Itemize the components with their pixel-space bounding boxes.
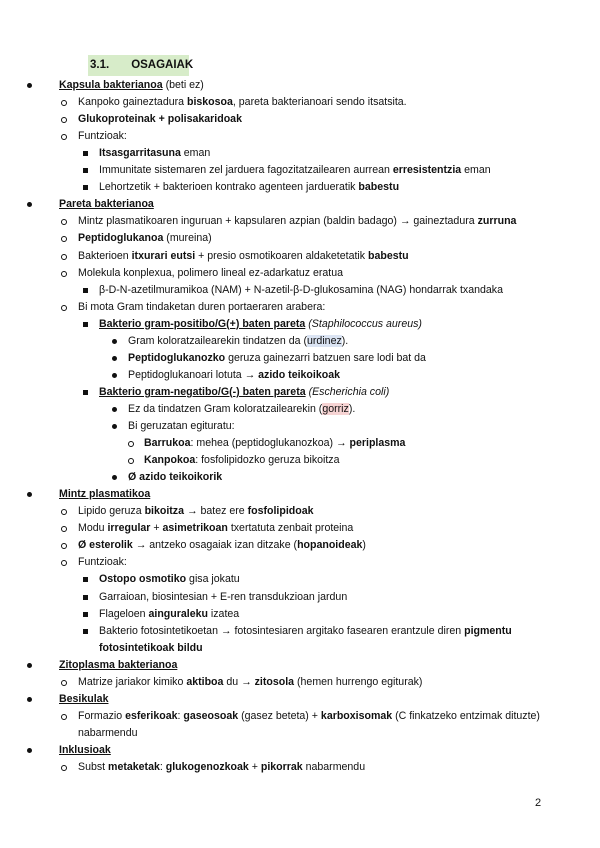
- text-segment: Ø esterolik: [78, 539, 133, 552]
- text-segment: hopanoideak: [297, 539, 363, 552]
- list-item: [78, 265, 343, 282]
- list-item: [99, 162, 491, 179]
- list-item: [78, 537, 366, 554]
- list-item: [144, 452, 340, 469]
- text-segment: Ostopo osmotiko: [99, 573, 187, 586]
- text-segment: → antzeko osagaiak izan ditzake (: [132, 539, 298, 552]
- text-segment: (C finkatzeko entzimak dituzte): [392, 709, 540, 722]
- list-item: [59, 657, 177, 674]
- text-segment: Bakterio gram-positibo/G(+) baten pareta: [99, 317, 306, 330]
- text-segment: Mintz plasmatikoa: [59, 488, 151, 501]
- bullet-icon: [61, 680, 67, 686]
- text-segment: fotosintetikoak bildu: [99, 641, 203, 654]
- bullet-icon: [27, 697, 32, 702]
- bullet-icon: [112, 356, 117, 361]
- list-item: [78, 94, 407, 111]
- text-segment: irregular: [107, 522, 151, 535]
- bullet-icon: [27, 748, 32, 753]
- text-segment: (gasez beteta) +: [238, 709, 321, 722]
- text-segment: :: [159, 761, 166, 773]
- bullet-icon: [61, 305, 67, 311]
- text-segment: aktiboa: [186, 675, 224, 688]
- text-segment: zitosola: [254, 675, 295, 688]
- section-number: 3.1.: [90, 59, 110, 71]
- text-segment: metaketak: [108, 761, 160, 773]
- text-segment: ): [362, 539, 366, 552]
- text-segment: nabarmendu: [302, 761, 366, 773]
- text-segment: Immunitate sistemaren zel jarduera fagozitatzailearen aurrean: [99, 164, 393, 177]
- text-segment: Bakterio fotosintetikoetan → fotosintesiaren argitako fasearen erantzule diren: [99, 624, 465, 637]
- text-segment: eman: [180, 147, 211, 160]
- list-item: [78, 520, 353, 537]
- list-item: [59, 486, 150, 503]
- list-item: [59, 196, 154, 213]
- text-segment: Peptidoglukanoa: [78, 232, 164, 245]
- text-segment: : mehea (peptidoglukanozkoa) →: [190, 437, 350, 450]
- bullet-icon: [112, 424, 117, 429]
- text-segment: Lipido geruza: [78, 505, 145, 518]
- bullet-icon: [83, 151, 88, 156]
- bullet-icon: [83, 322, 88, 327]
- list-item: [99, 282, 503, 299]
- list-item: [78, 503, 314, 520]
- text-segment: Peptidoglukanoari lotuta →: [128, 368, 259, 381]
- list-item: [128, 333, 348, 350]
- text-segment: Bakterioen: [78, 249, 132, 262]
- text-segment: ).: [348, 402, 356, 415]
- bullet-icon: [27, 202, 32, 207]
- text-segment: Subst: [78, 761, 109, 773]
- text-segment: izatea: [207, 607, 240, 620]
- text-segment: biskosoa: [186, 96, 233, 109]
- list-item: [99, 145, 210, 162]
- text-segment: Ez da tindatzen Gram koloratzailearekin (: [128, 402, 323, 415]
- list-item: [78, 674, 422, 691]
- text-segment: Funtzioak:: [78, 556, 127, 569]
- text-segment: → batez ere: [184, 505, 248, 518]
- bullet-icon: [61, 560, 67, 566]
- text-segment: bikoitza: [144, 505, 184, 518]
- text-segment: Ø azido teikoikorik: [128, 471, 223, 484]
- bullet-icon: [83, 577, 88, 582]
- list-item: [59, 691, 108, 708]
- text-segment: Kanpoko gaineztadura: [78, 96, 187, 109]
- text-segment: Kapsula bakterianoa: [59, 79, 163, 91]
- text-segment: du →: [223, 675, 255, 688]
- list-item: [78, 759, 365, 776]
- list-item: [128, 367, 340, 384]
- text-segment: (Escherichia coli): [308, 385, 390, 398]
- bullet-icon: [128, 441, 134, 447]
- list-item: [78, 725, 138, 742]
- list-item: [99, 384, 389, 401]
- list-item: [128, 350, 426, 367]
- text-segment: gisa jokatu: [186, 573, 240, 586]
- text-segment: zurruna: [477, 215, 517, 228]
- list-item: [128, 401, 355, 418]
- text-segment: itxurari eutsi: [131, 249, 196, 262]
- text-segment: Mintz plasmatikoaren inguruan + kapsularen azpian (baldin badago) → gaineztadura: [78, 215, 478, 228]
- bullet-icon: [83, 288, 88, 293]
- bullet-icon: [83, 612, 88, 617]
- text-segment: Matrize jariakor kimiko: [78, 675, 187, 688]
- bullet-icon: [27, 83, 32, 88]
- text-segment: Molekula konplexua, polimero lineal ez-adarkatuz eratua: [78, 266, 343, 279]
- section-title: OSAGAIAK: [131, 59, 194, 71]
- text-segment: Kanpokoa: [144, 454, 196, 467]
- text-segment: gaseosoak: [183, 709, 239, 722]
- text-segment: erresistentzia: [392, 164, 462, 177]
- list-item: [78, 213, 516, 230]
- bullet-icon: [61, 117, 67, 123]
- text-segment: Bi mota Gram tindaketan duren portaeraren arabera:: [78, 300, 326, 313]
- bullet-icon: [61, 219, 67, 225]
- text-segment: Bi geruzatan egituratu:: [128, 420, 235, 432]
- text-segment: nabarmendu: [78, 726, 138, 739]
- list-item: [78, 230, 212, 247]
- list-item: [99, 179, 399, 196]
- text-segment: txertatuta zenbait proteina: [227, 522, 354, 535]
- text-segment: babestu: [368, 249, 409, 262]
- text-segment: Funtzioak:: [78, 130, 127, 143]
- list-item: [59, 742, 111, 759]
- text-segment: pigmentu: [464, 624, 512, 637]
- text-segment: Itsasgarritasuna: [99, 147, 181, 160]
- bullet-icon: [83, 185, 88, 190]
- text-segment: babestu: [358, 181, 400, 194]
- text-segment: karboxisomak: [320, 709, 393, 722]
- text-segment: gorriz: [322, 402, 349, 415]
- text-segment: Besikulak: [59, 692, 109, 705]
- bullet-icon: [128, 458, 134, 464]
- list-item: [78, 248, 409, 265]
- bullet-icon: [112, 373, 117, 378]
- text-segment: Garraioan, biosintesian + E-ren transdukzioan jardun: [99, 590, 348, 603]
- text-segment: asimetrikoan: [162, 522, 228, 535]
- text-segment: Lehortzetik + bakterioen kontrako agenteen jardueratik: [99, 181, 359, 194]
- bullet-icon: [27, 492, 32, 497]
- text-segment: +: [150, 522, 163, 535]
- text-segment: (mureina): [163, 232, 212, 245]
- text-segment: esferikoak: [125, 709, 178, 722]
- text-segment: Formazio: [78, 709, 126, 722]
- text-segment: geruza gainezarri batzuen sare lodi bat da: [225, 351, 426, 364]
- text-segment: +: [248, 761, 261, 773]
- list-item: [78, 128, 127, 145]
- text-segment: Bakterio gram-negatibo/G(-) baten pareta: [99, 385, 306, 398]
- text-segment: fosfolipidoak: [247, 505, 314, 518]
- bullet-icon: [61, 714, 67, 720]
- list-item: [99, 606, 239, 623]
- text-segment: (Staphilococcus aureus): [308, 317, 422, 330]
- list-item: [99, 589, 347, 606]
- text-segment: Flageloen: [99, 607, 149, 620]
- text-segment: Pareta bakterianoa: [59, 198, 154, 211]
- bullet-icon: [112, 475, 117, 480]
- text-segment: ).: [341, 334, 349, 347]
- list-item: [99, 623, 512, 640]
- text-segment: azido teikoikoak: [258, 368, 340, 381]
- list-item: [144, 435, 405, 452]
- page-number: 2: [535, 797, 542, 809]
- bullet-icon: [61, 543, 67, 549]
- bullet-icon: [61, 526, 67, 532]
- text-segment: Modu: [78, 522, 108, 535]
- bullet-icon: [61, 765, 67, 771]
- text-segment: glukogenozkoak: [165, 761, 249, 773]
- list-item: [78, 299, 325, 316]
- text-segment: ainguraleku: [148, 607, 208, 620]
- text-segment: Zitoplasma bakterianoa: [59, 658, 178, 671]
- bullet-icon: [112, 339, 117, 344]
- text-segment: periplasma: [349, 437, 406, 450]
- list-item: [78, 111, 242, 128]
- text-segment: , pareta bakterianoari sendo itsatsita.: [232, 96, 407, 109]
- bullet-icon: [61, 134, 67, 140]
- list-item: [59, 77, 204, 94]
- bullet-icon: [83, 595, 88, 600]
- bullet-icon: [61, 236, 67, 242]
- list-item: [128, 469, 222, 486]
- bullet-icon: [83, 168, 88, 173]
- text-segment: :: [177, 709, 184, 722]
- bullet-icon: [61, 271, 67, 277]
- text-segment: pikorrak: [260, 761, 303, 773]
- text-segment: (beti ez): [162, 79, 204, 91]
- list-item: [99, 316, 422, 333]
- section-heading: [88, 55, 194, 76]
- bullet-icon: [61, 509, 67, 515]
- bullet-icon: [61, 254, 67, 260]
- bullet-icon: [83, 629, 88, 634]
- bullet-icon: [27, 663, 32, 668]
- text-segment: : fosfolipidozko geruza bikoitza: [195, 454, 340, 467]
- text-segment: Inklusioak: [59, 743, 111, 756]
- list-item: [78, 554, 127, 571]
- bullet-icon: [112, 407, 117, 412]
- text-segment: Peptidoglukanozko: [128, 351, 226, 364]
- text-segment: Barrukoa: [144, 437, 191, 450]
- bullet-icon: [61, 100, 67, 106]
- list-item: [99, 571, 240, 588]
- text-segment: Glukoproteinak + polisakaridoak: [78, 113, 242, 126]
- text-segment: eman: [461, 164, 491, 177]
- list-item: [99, 640, 203, 657]
- list-item: [128, 418, 235, 435]
- text-segment: urdinez: [307, 334, 342, 347]
- text-segment: + presio osmotikoaren aldaketetatik: [195, 249, 369, 262]
- text-segment: (hemen hurrengo egiturak): [294, 675, 423, 688]
- bullet-icon: [83, 390, 88, 395]
- list-item: [78, 708, 540, 725]
- text-segment: Gram koloratzailearekin tindatzen da (: [128, 334, 308, 347]
- text-segment: β-D-N-azetilmuramikoa (NAM) + N-azetil-β-D-glukosamina (NAG) hondarrak txandaka: [99, 283, 503, 296]
